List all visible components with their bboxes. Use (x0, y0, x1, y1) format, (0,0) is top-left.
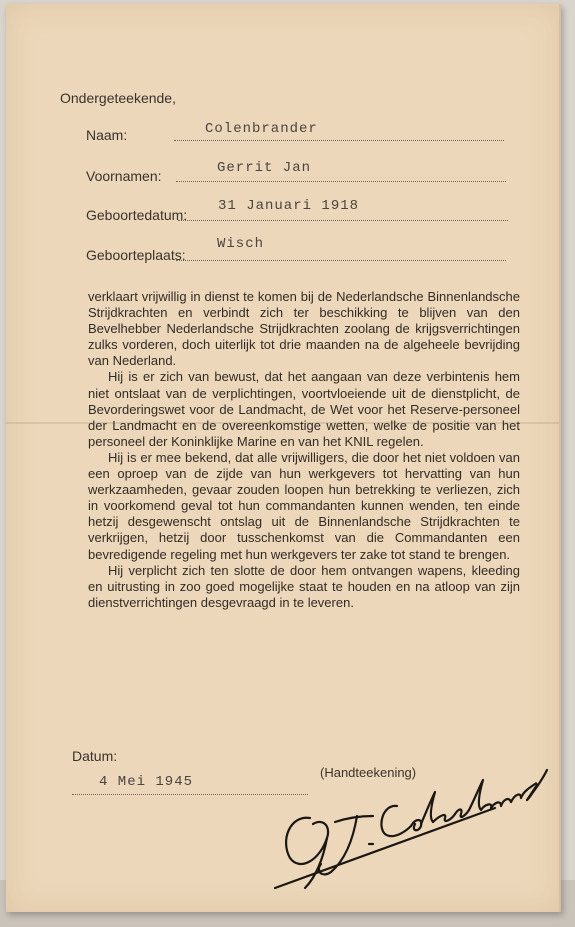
name-dotted-line (174, 140, 504, 141)
declaration-paragraph: verklaart vrijwillig in dienst te komen bij de Nederlandsche Binnenlandsche Strijdkrachten en verbindt zich ter beschikking te blijven van den Bevelhebber Nederlandsche Strijdkrachten zoolang de krijgsverrichtingen zulks vorderen, doch uiterlijk tot drie maanden na de algeheele bevrijding van Nederland. (88, 289, 520, 369)
date-label: Datum: (72, 748, 118, 764)
birth-place-dotted-line (176, 260, 506, 261)
form-heading: Ondergeteekende, (60, 90, 176, 106)
birth-date-label: Geboortedatum: (86, 207, 188, 223)
first-names-value: Gerrit Jan (217, 160, 312, 176)
name-label: Naam: (86, 127, 128, 143)
declaration-paragraph: Hij is er zich van bewust, dat het aangaan van deze verbintenis hem niet ontslaat van de verplichtingen, voortvloeiende uit de dienstplicht, de Bevorderingswet voor de Landmacht, de Wet voor het Reserve-personeel der Landmacht en de overeenkomstige wetten, welke de positie van het personeel der Koninklijke Marine en van het KNIL regelen. (88, 369, 520, 449)
name-value: Colenbrander (205, 121, 318, 137)
declaration-paragraph: Hij is er mee bekend, dat alle vrijwilligers, die door het niet voldoen van een oproep van de zijde van hun werkgevers tot hervatting van hun werkzaamheden, gevaar zouden loopen hun betrekking te verliezen, zich in voorkomend geval tot hun commandanten kunnen wenden, ten einde hetzij desgewenscht ontslag uit de Binnenlandsche Strijdkrachten te verkrijgen, hetzij door tusschenkomst van die Commandanten een bevredigende regeling met hun werkgevers ter zake tot stand te brengen. (88, 449, 520, 562)
birth-place-value: Wisch (217, 236, 265, 252)
first-names-dotted-line (176, 181, 506, 182)
birth-date-dotted-line (178, 220, 508, 221)
first-names-label: Voornamen: (86, 168, 162, 184)
date-value: 4 Mei 1945 (99, 774, 194, 790)
signature-label: (Handteekening) (320, 765, 417, 780)
declaration-text (88, 289, 520, 611)
birth-place-label: Geboorteplaats: (86, 247, 186, 263)
handwritten-signature (265, 760, 550, 895)
declaration-paragraph: Hij verplicht zich ten slotte de door hem ontvangen wapens, kleeding en uitrusting in zoo goed mogelijke staat te houden en na atloop van zijn dienstverrichtingen desgevraagd in te leveren. (88, 562, 520, 610)
birth-date-value: 31 Januari 1918 (218, 198, 360, 214)
